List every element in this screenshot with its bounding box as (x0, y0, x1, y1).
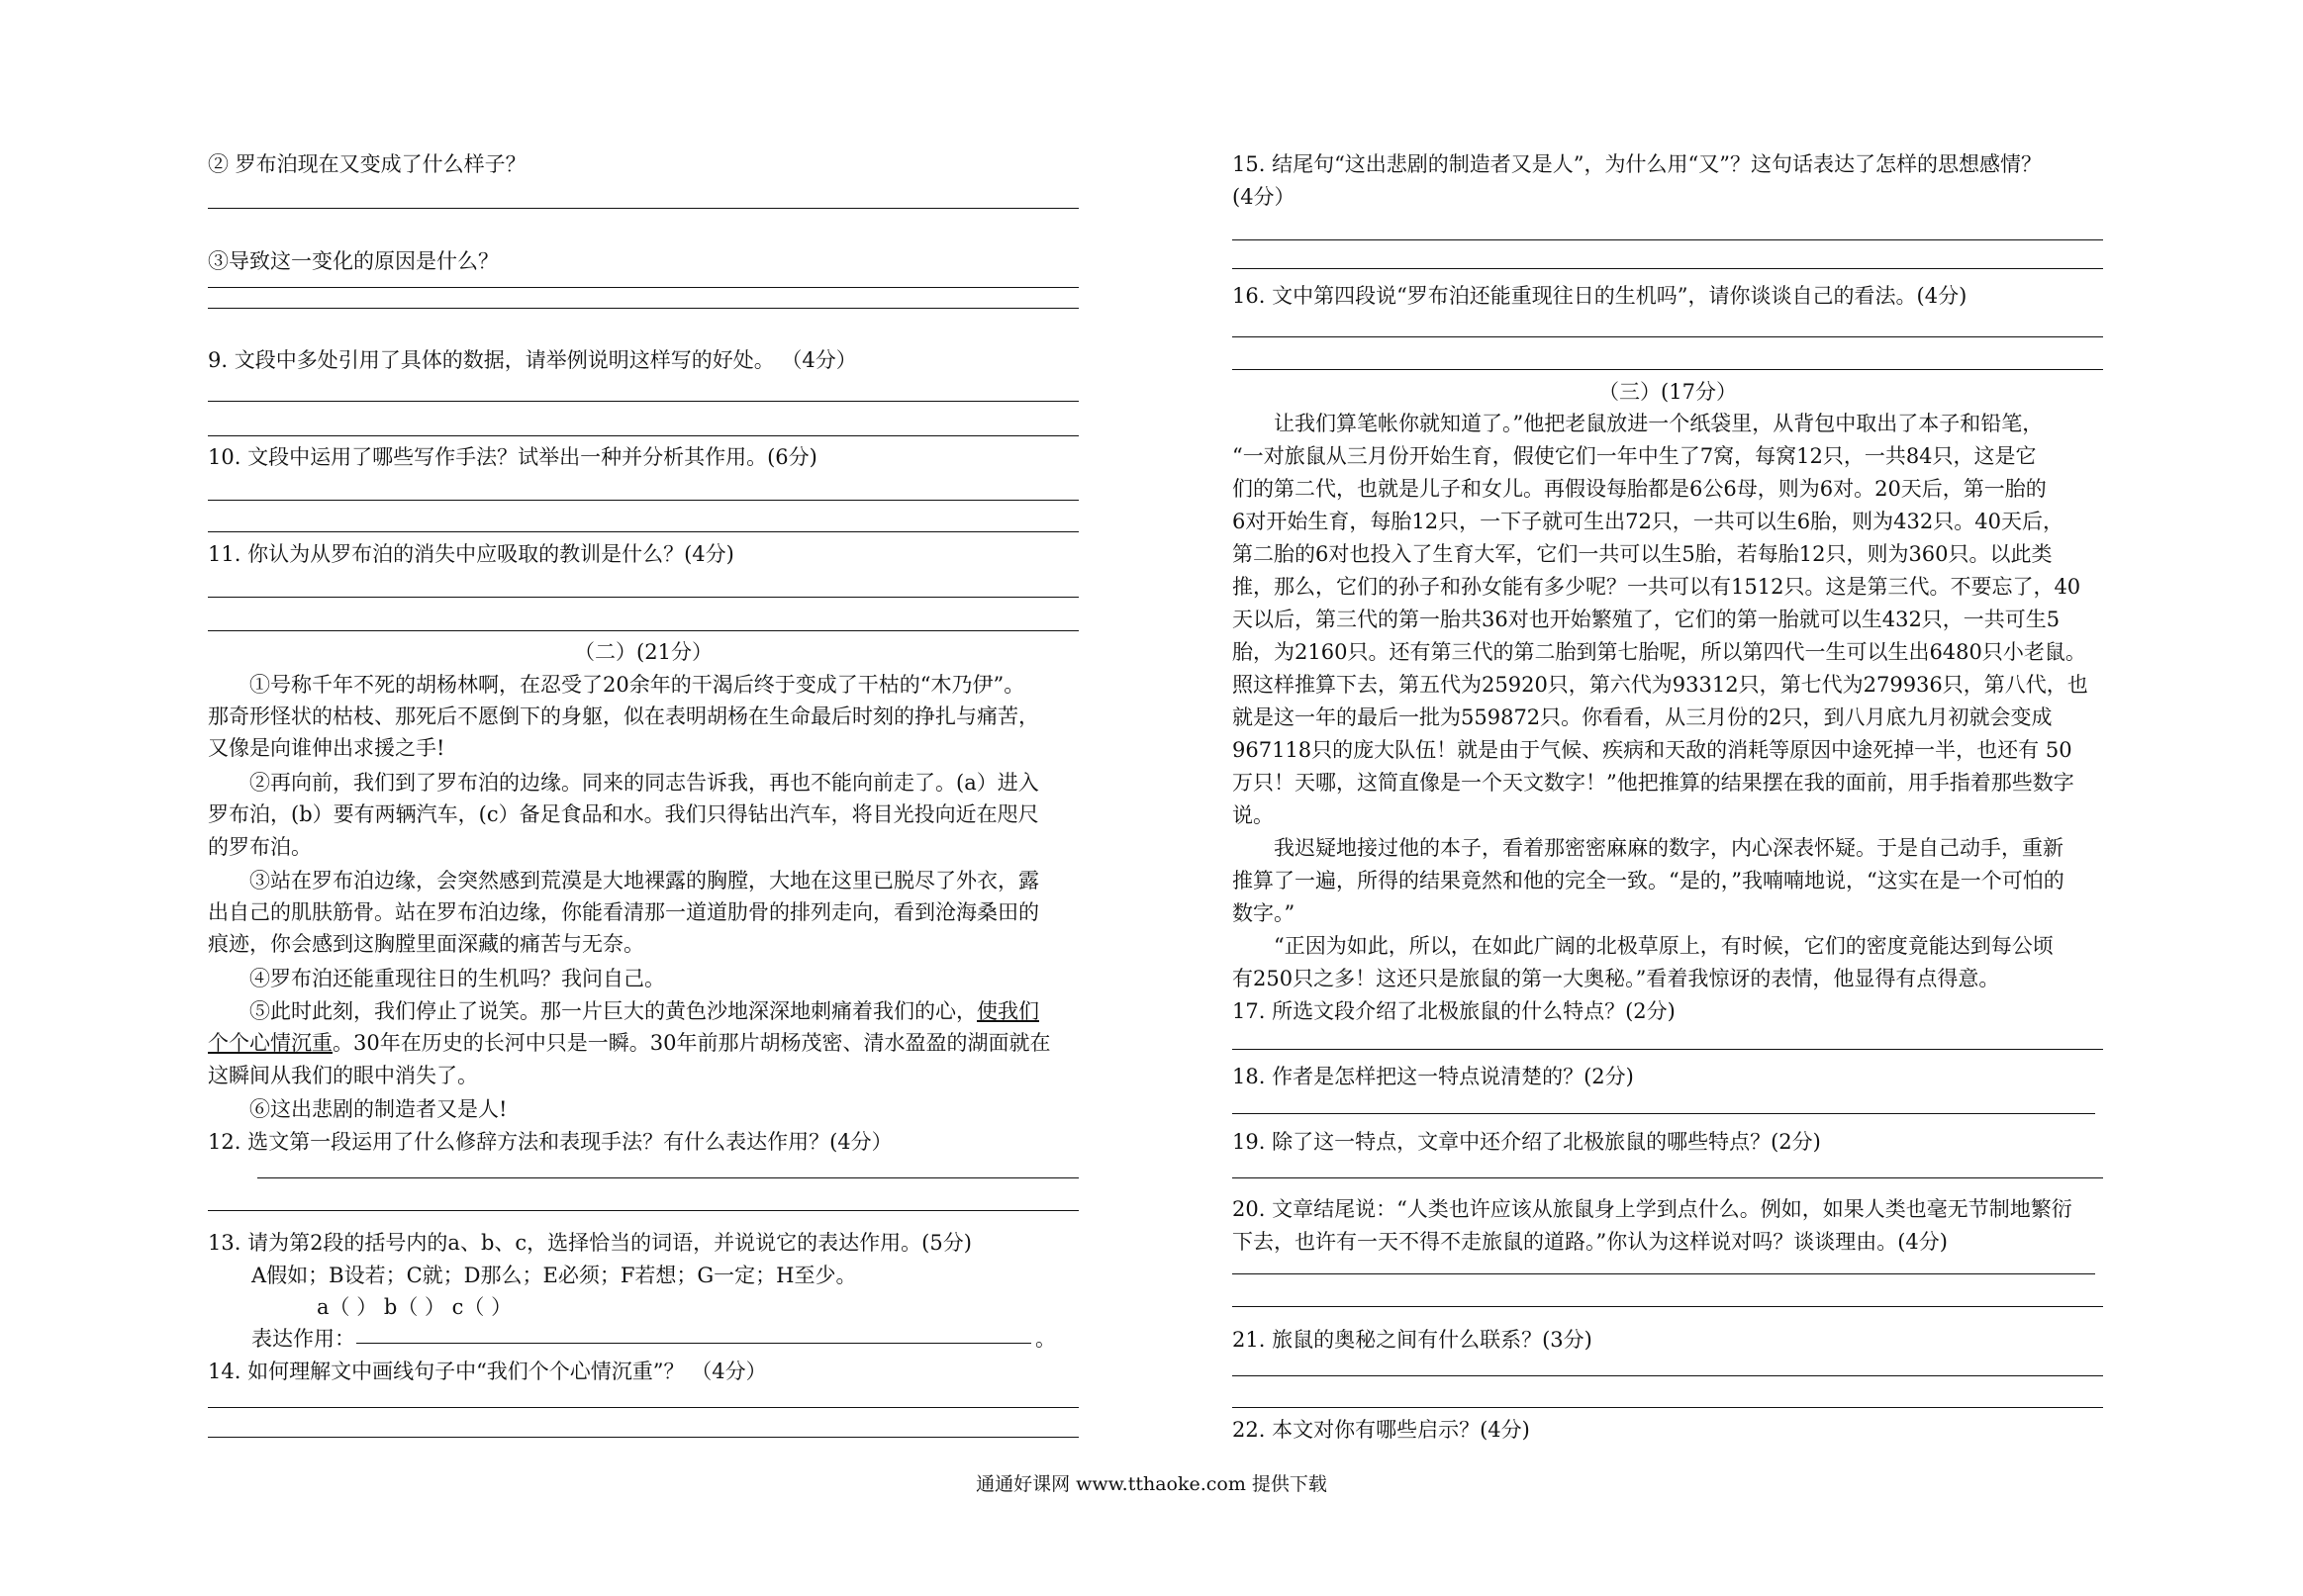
answer-line (257, 1177, 1079, 1178)
answer-line (208, 1407, 1079, 1408)
underlined-sentence: 使我们 (977, 999, 1039, 1023)
question-19: 19. 除了这一特点，文章中还介绍了北极旅鼠的哪些特点？(2分) (1232, 1130, 1821, 1154)
passage-line: 的罗布泊。 (208, 835, 312, 859)
question-20: 20. 文章结尾说：“人类也许应该从旅鼠身上学到点什么。例如，如果人类也毫无节制地繁衍 (1232, 1197, 2072, 1221)
question-20-cont: 下去，也许有一天不得不走旅鼠的道路。”你认为这样说对吗？谈谈理由。(4分) (1232, 1230, 1948, 1254)
passage-line: 让我们算笔帐你就知道了。”他把老鼠放进一个纸袋里，从背包中取出了本子和铅笔， (1274, 412, 2044, 435)
passage-line: 又像是向谁伸出求援之手! (208, 736, 445, 760)
question-21: 21. 旅鼠的奥秘之间有什么联系？(3分) (1232, 1328, 1592, 1352)
passage-line: 们的第二代，也就是儿子和女儿。再假设每胎都是6公6母，则为6对。20天后，第一胎的 (1232, 477, 2047, 501)
passage-line (208, 1027, 1079, 1059)
answer-line (1232, 1273, 2095, 1274)
answer-line (208, 287, 1079, 288)
answer-line (208, 531, 1079, 532)
answer-line (1232, 1113, 2095, 1114)
passage-text: ⑤此时此刻，我们停止了说笑。那一片巨大的黄色沙地深深地刺痛着我们的心， (249, 999, 977, 1023)
answer-line (1232, 1306, 2103, 1307)
passage-line: 我迟疑地接过他的本子，看着那密密麻麻的数字，内心深表怀疑。于是自己动手，重新 (1274, 836, 2063, 860)
question-9: 9. 文段中多处引用了具体的数据，请举例说明这样写的好处。 （4分） (208, 348, 857, 372)
question-13: 13. 请为第2段的括号内的a、b、c，选择恰当的词语，并说说它的表达作用。(5分) (208, 1231, 972, 1255)
answer-line (208, 1210, 1079, 1211)
question-11: 11. 你认为从罗布泊的消失中应吸取的教训是什么？(4分) (208, 542, 734, 566)
question-13-options: A假如；B设若；C就；D那么；E必须；F若想；G一定；H至少。 (251, 1264, 857, 1287)
question-13-blanks: a（ ） b（ ） c（ ） (317, 1295, 513, 1319)
question-15-score: (4分） (1232, 185, 1295, 209)
passage-line: 数字。” (1232, 901, 1295, 925)
question-15: 15. 结尾句“这出悲剧的制造者又是人”，为什么用“又”？这句话表达了怎样的思想感情？ (1232, 152, 2043, 176)
answer-line (208, 630, 1079, 631)
question-18: 18. 作者是怎样把这一特点说清楚的？(2分) (1232, 1065, 1634, 1088)
passage-line: 有250只之多！这还只是旅鼠的第一大奥秘。”看着我惊讶的表情，他显得有点得意。 (1232, 967, 2000, 990)
passage-line (208, 995, 1079, 1027)
passage-line: 说。 (1232, 803, 1274, 827)
passage-line: 万只！天哪，这简直像是一个天文数字！”他把推算的结果摆在我的面前，用手指着那些数字 (1232, 771, 2074, 795)
passage-line: 胎，为2160只。还有第三代的第二胎到第七胎呢，所以第四代一生可以生出6480只小老鼠。 (1232, 640, 2086, 664)
question-14: 14. 如何理解文中画线句子中“我们个个心情沉重”？ （4分） (208, 1360, 767, 1383)
passage-line: ①号称千年不死的胡杨林啊，在忍受了20余年的干渴后终于变成了干枯的“木乃伊”。 (249, 673, 1025, 697)
answer-line (1232, 1375, 2103, 1376)
passage-line: 那奇形怪状的枯枝、那死后不愿倒下的身躯，似在表明胡杨在生命最后时刻的挣扎与痛苦， (208, 704, 1039, 728)
answer-line (1232, 1049, 2103, 1050)
passage-line: 推算了一遍，所得的结果竟然和他的完全一致。“是的，”我喃喃地说，“这实在是一个可怕的 (1232, 869, 2064, 892)
passage-line: 第二胎的6对也投入了生育大军，它们一共可以生5胎，若每胎12只，则为360只。以此类 (1232, 542, 2053, 566)
answer-line (1232, 239, 2103, 240)
passage-line: 天以后，第三代的第一胎共36对也开始繁殖了，它们的第一胎就可以生432只，一共可生5 (1232, 608, 2061, 631)
passage-line: ③站在罗布泊边缘，会突然感到荒漠是大地裸露的胸膛，大地在这里已脱尽了外衣，露 (249, 869, 1039, 892)
passage-text: 。30年在历史的长河中只是一瞬。30年前那片胡杨茂密、清水盈盈的湖面就在 (333, 1031, 1051, 1055)
passage-line: 罗布泊，(b）要有两辆汽车，(c）备足食品和水。我们只得钻出汽车，将目光投向近在咫尺 (208, 802, 1039, 826)
answer-line (1232, 369, 2103, 370)
answer-line (356, 1343, 1031, 1344)
passage-line: 照这样推算下去，第五代为25920只，第六代为93312只，第七代为279936只，第八代，也 (1232, 673, 2088, 697)
answer-line (1232, 268, 2103, 269)
question-16: 16. 文中第四段说“罗布泊还能重现往日的生机吗”，请你谈谈自己的看法。(4分) (1232, 284, 1967, 308)
answer-line (208, 401, 1079, 402)
answer-line (1232, 1177, 2103, 1178)
passage-line: 痕迹，你会感到这胸膛里面深藏的痛苦与无奈。 (208, 932, 644, 956)
answer-line (208, 1437, 1079, 1438)
underlined-sentence: 个个心情沉重 (208, 1031, 333, 1055)
passage-line: 这瞬间从我们的眼中消失了。 (208, 1064, 478, 1087)
answer-line (208, 500, 1079, 501)
answer-line (208, 435, 1079, 436)
passage-line: 推，那么，它们的孙子和孙女能有多少呢？一共可以有1512只。这是第三代。不要忘了，40 (1232, 575, 2081, 599)
answer-line (208, 308, 1079, 309)
answer-line (208, 597, 1079, 598)
footer-source: 通通好课网 www.tthaoke.com 提供下载 (976, 1473, 1327, 1495)
section-2-title: （二）(21分） (574, 640, 713, 664)
passage-line: 6对开始生育，每胎12只，一下子就可生出72只，一共可以生6胎，则为432只。40天后， (1232, 510, 2063, 533)
question-8-2: ② 罗布泊现在又变成了什么样子？ (208, 152, 527, 176)
question-12: 12. 选文第一段运用了什么修辞方法和表现手法？有什么表达作用？(4分） (208, 1130, 893, 1154)
passage-line: “正因为如此，所以，在如此广阔的北极草原上，有时候，它们的密度竟能达到每公顷 (1274, 934, 2054, 958)
question-8-3: ③导致这一变化的原因是什么？ (208, 249, 499, 273)
question-22: 22. 本文对你有哪些启示？(4分) (1232, 1418, 1530, 1442)
question-13-effect-label: 表达作用： (251, 1327, 355, 1351)
question-17: 17. 所选文段介绍了北极旅鼠的什么特点？(2分) (1232, 999, 1676, 1023)
answer-line (208, 208, 1079, 209)
section-3-title: （三）(17分） (1598, 380, 1737, 404)
passage-line: 967118只的庞大队伍！就是由于气候、疾病和天敌的消耗等原因中途死掉一半，也还有 50 (1232, 738, 2072, 762)
answer-line (1232, 1407, 2103, 1408)
passage-line: ④罗布泊还能重现往日的生机吗？我问自己。 (249, 967, 665, 990)
passage-line: ②再向前，我们到了罗布泊的边缘。同来的同志告诉我，再也不能向前走了。(a）进入 (249, 771, 1039, 795)
passage-line: 出自己的肌肤筋骨。站在罗布泊边缘，你能看清那一道道肋骨的排列走向，看到沧海桑田的 (208, 900, 1039, 924)
period: 。 (1035, 1327, 1056, 1351)
question-10: 10. 文段中运用了哪些写作手法？试举出一种并分析其作用。(6分) (208, 445, 817, 469)
passage-line: 就是这一年的最后一批为559872只。你看看，从三月份的2只，到八月底九月初就会变成 (1232, 705, 2053, 729)
passage-line: ⑥这出悲剧的制造者又是人! (249, 1097, 508, 1121)
answer-line (1232, 336, 2103, 337)
passage-line: “一对旅鼠从三月份开始生育，假使它们一年中生了7窝，每窝12只，一共84只，这是它 (1232, 444, 2037, 468)
